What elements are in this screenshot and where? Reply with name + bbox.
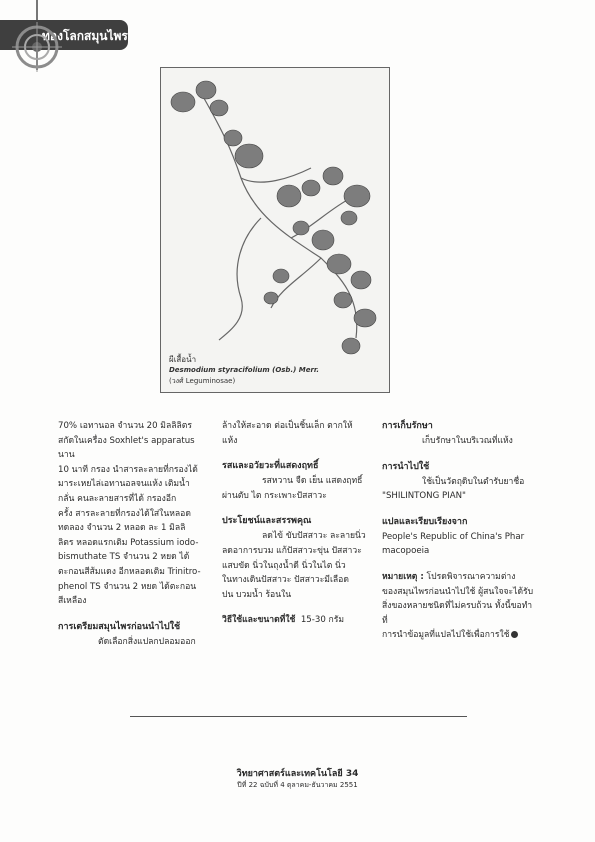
col2-line: ล้างให้สะอาด ต่อเป็นชิ้นเล็ก ตากให้: [222, 421, 353, 431]
figure-caption: [169, 354, 319, 387]
col1-line: 10 นาที กรอง นำสารละลายที่กรองได้: [58, 464, 198, 475]
source-line: macopoeia: [382, 546, 430, 557]
usage-line: ปน บวมน้ำ ร้อนใน: [222, 589, 292, 600]
source-line: People's Republic of China's Phar: [382, 531, 525, 542]
usage-line: แสบขัด นิ่วในถุงน้ำดี นิ่วในไต นิ่ว: [222, 560, 346, 571]
taste-line: ผ่านตับ ไต กระเพาะปัสสาวะ: [222, 490, 327, 501]
taste-line: รสหวาน จืด เย็น แสดงฤทธิ์: [262, 476, 363, 487]
target-logo-icon: [12, 22, 62, 72]
col1-line: กลั่น คนละลายสารที่ได้ กรองอีก: [58, 493, 177, 504]
text-column-1: [58, 419, 208, 649]
col1-line: 70% เอทานอล จำนวน 20 มิลลิลิตร: [58, 421, 192, 431]
col1-line: ตะกอนสีส้มแดง อีกหลอดเติม Trinitro-: [58, 566, 201, 577]
text-column-3: [382, 419, 534, 643]
usage-line: ในทางเดินปัสสาวะ ปัสสาวะมีเลือด: [222, 575, 349, 586]
note-label: หมายเหตุ :: [382, 571, 424, 582]
col2-line: แห้ง: [222, 435, 238, 446]
heading-usage: ประโยชน์และสรรพคุณ: [222, 516, 312, 527]
col1-line: สีเหลือง: [58, 596, 87, 607]
plant-illustration: [161, 68, 389, 392]
storage-text: เก็บรักษาในบริเวณที่แห้ง: [422, 436, 513, 446]
heading-storage: การเก็บรักษา: [382, 421, 433, 431]
section-title: ท่องโลกสมุนไพร: [42, 29, 128, 43]
caption-thai-name: ผีเสื้อน้ำ: [169, 355, 197, 364]
end-bullet-icon: [511, 631, 518, 638]
usage-line: ลดอาการบวม แก้ปัสสาวะขุ่น ปัสสาวะ: [222, 545, 362, 556]
footer-issue: ปีที่ 22 ฉบับที่ 4 ตุลาคม-ธันวาคม 2551: [237, 781, 358, 789]
dosage-value: 15-30 กรัม: [300, 615, 345, 626]
heading-dosage: วิธีใช้และขนาดที่ใช้: [222, 615, 296, 626]
col1-line: bismuthate TS จำนวน 2 หยด ได้: [58, 552, 190, 563]
usage-line: ลดไข้ ขับปัสสาวะ ละลายนิ่ว: [262, 531, 366, 542]
footer-rule: [130, 716, 467, 717]
col1-line: มาระเหยไล่เอทานอลจนแห้ง เติมน้ำ: [58, 479, 190, 490]
note-line: ของสมุนไพรก่อนนำไปใช้ ผู้สนใจจะได้รับ: [382, 586, 534, 597]
heading-preparation: การเตรียมสมุนไพรก่อนนำไปใช้: [58, 621, 181, 632]
preparation-text: ตัดเลือกสิ่งแปลกปลอมออก: [98, 636, 196, 647]
formula-name: "SHILINTONG PIAN": [382, 491, 466, 502]
note-line: การนำข้อมูลที่แปลไปใช้เพื่อการใช้: [382, 630, 510, 641]
heading-source: แปลและเรียบเรียงจาก: [382, 516, 468, 527]
text-column-2: [222, 419, 368, 628]
col1-line: ครั้ง สารละลายที่กรองได้ใส่ในหลอด: [58, 508, 191, 519]
heading-taste: รสและอวัยวะที่แสดงฤทธิ์: [222, 461, 319, 472]
heading-application: การนำไปใช้: [382, 461, 430, 472]
caption-latin-name: Desmodium styracifolium (Osb.) Merr.: [169, 366, 320, 374]
col1-line: phenol TS จำนวน 2 หยด ได้ตะกอน: [58, 581, 197, 592]
application-text: ใช้เป็นวัตถุดิบในตำรับยาชื่อ: [422, 476, 525, 487]
note-line: สิ่งของหลายชนิดที่ไม่ครบถ้วน ทั้งนี้ขอทำที่: [382, 601, 533, 626]
col1-line: ทดลอง จำนวน 2 หลอด ละ 1 มิลลิ: [58, 523, 186, 534]
note-line: โปรดพิจารณาความต่าง: [426, 571, 516, 582]
plant-figure: [160, 67, 390, 393]
col1-line: ลิตร หลอดแรกเติม Potassium iodo-: [58, 537, 199, 548]
footer-magazine-title: วิทยาศาสตร์และเทคโนโลยี 34: [236, 769, 359, 779]
caption-family: (วงศ์ Leguminosae): [169, 377, 236, 385]
col1-line: สกัดในเครื่อง Soxhlet's apparatus นาน: [58, 435, 195, 461]
